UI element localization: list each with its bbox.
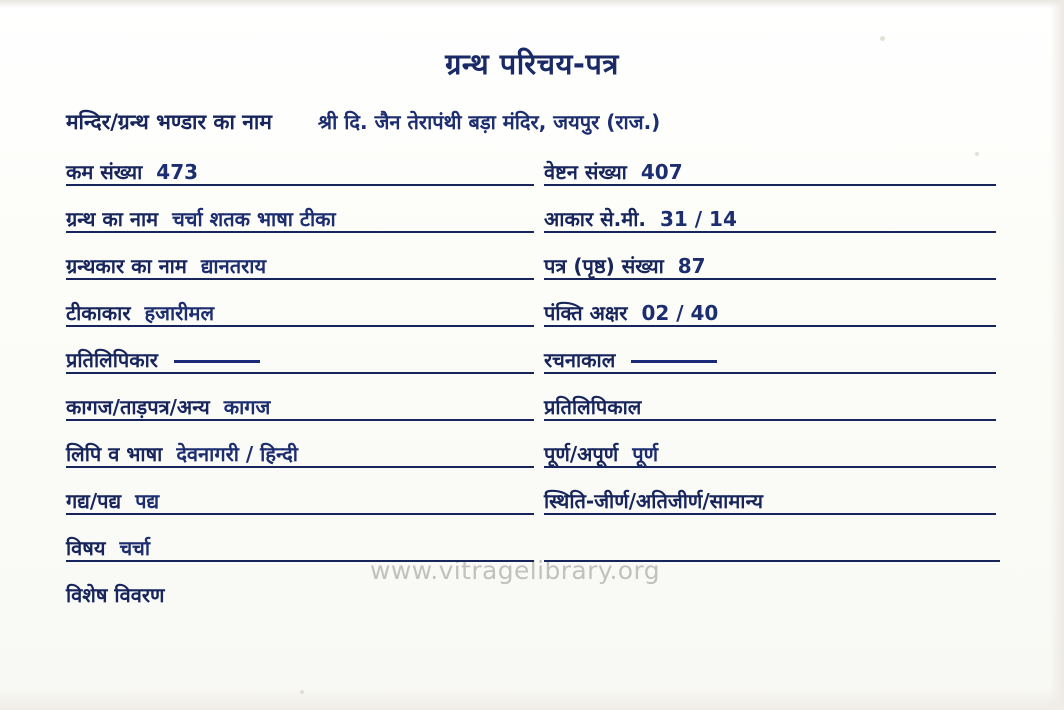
- field-label: पूर्ण/अपूर्ण: [544, 442, 619, 466]
- field-row: [66, 440, 1006, 487]
- field-value: 87: [677, 254, 706, 278]
- field-label: आकार से.मी.: [544, 207, 646, 231]
- temple-name-value: श्री दि. जैन तेरापंथी बड़ा मंदिर, जयपुर (राज.): [317, 110, 661, 134]
- field-material: [66, 393, 544, 420]
- field-label: प्रतिलिपिकार: [66, 348, 158, 372]
- field-special-remarks: [66, 581, 544, 608]
- field-value: पूर्ण: [632, 442, 659, 466]
- field-rule: [544, 560, 1000, 562]
- field-label: ग्रन्थ का नाम: [66, 207, 159, 231]
- temple-name-row: [66, 108, 1006, 136]
- field-commentator: [66, 299, 544, 326]
- field-scribe: [66, 346, 544, 373]
- field-size-cm: [544, 205, 1006, 232]
- field-value: द्यानतराय: [200, 254, 267, 278]
- field-value: चर्चा शतक भाषा टीका: [172, 207, 336, 231]
- field-prose-verse: [66, 487, 544, 514]
- field-wrapper-number: [544, 158, 1006, 185]
- field-label: स्थिति-जीर्ण/अतिजीर्ण/सामान्य: [544, 489, 763, 513]
- field-composition-date: [544, 346, 1006, 373]
- field-label: वेष्टन संख्या: [544, 160, 627, 184]
- field-label: पत्र (पृष्ठ) संख्या: [544, 254, 664, 278]
- field-catalogue-number: [66, 158, 544, 185]
- field-label: रचनाकाल: [544, 348, 616, 372]
- field-condition: [544, 487, 1006, 514]
- field-row: [66, 487, 1006, 534]
- field-author-name: [66, 252, 544, 279]
- field-completeness: [544, 440, 1006, 467]
- blank-underline: [174, 360, 260, 363]
- field-row: [66, 581, 1006, 628]
- field-row: [66, 393, 1006, 440]
- watermark-text: www.vitragelibrary.org: [370, 556, 661, 585]
- field-row: [66, 158, 1006, 205]
- field-label: प्रतिलिपिकाल: [544, 395, 642, 419]
- field-row: [66, 205, 1006, 252]
- field-label: पंक्ति अक्षर: [544, 301, 628, 325]
- field-row: [66, 299, 1006, 346]
- blank-underline: [631, 360, 717, 363]
- field-label: विशेष विवरण: [66, 583, 165, 607]
- field-value: चर्चा: [119, 536, 151, 560]
- field-lines-letters: [544, 299, 1006, 326]
- field-label: गद्य/पद्य: [66, 489, 122, 513]
- field-folio-count: [544, 252, 1006, 279]
- field-subject: [66, 534, 544, 561]
- field-value: 473: [156, 160, 199, 184]
- field-label: ग्रन्थकार का नाम: [66, 254, 187, 278]
- field-value: कागज: [223, 395, 271, 419]
- field-row: [66, 346, 1006, 393]
- page-title: ग्रन्थ परिचय-पत्र: [445, 47, 619, 81]
- field-value: 407: [640, 160, 683, 184]
- field-row: [66, 534, 1006, 581]
- field-label: विषय: [66, 536, 106, 560]
- field-label: कागज/ताड़पत्र/अन्य: [66, 395, 210, 419]
- field-manuscript-title: [66, 205, 544, 232]
- field-value: देवनागरी / हिन्दी: [176, 442, 298, 466]
- field-label: कम संख्या: [66, 160, 143, 184]
- field-label: टीकाकार: [66, 301, 131, 325]
- field-copy-date: [544, 393, 1006, 420]
- temple-name-label: मन्दिर/ग्रन्थ भण्डार का नाम: [66, 110, 272, 134]
- field-value: 31 / 14: [659, 207, 737, 231]
- field-row: [66, 252, 1006, 299]
- field-script-language: [66, 440, 544, 467]
- field-label: लिपि व भाषा: [66, 442, 163, 466]
- field-value: 02 / 40: [641, 301, 719, 325]
- fields-grid: [66, 158, 1006, 628]
- field-value: पद्य: [135, 489, 160, 513]
- field-value: हजारीमल: [144, 301, 215, 325]
